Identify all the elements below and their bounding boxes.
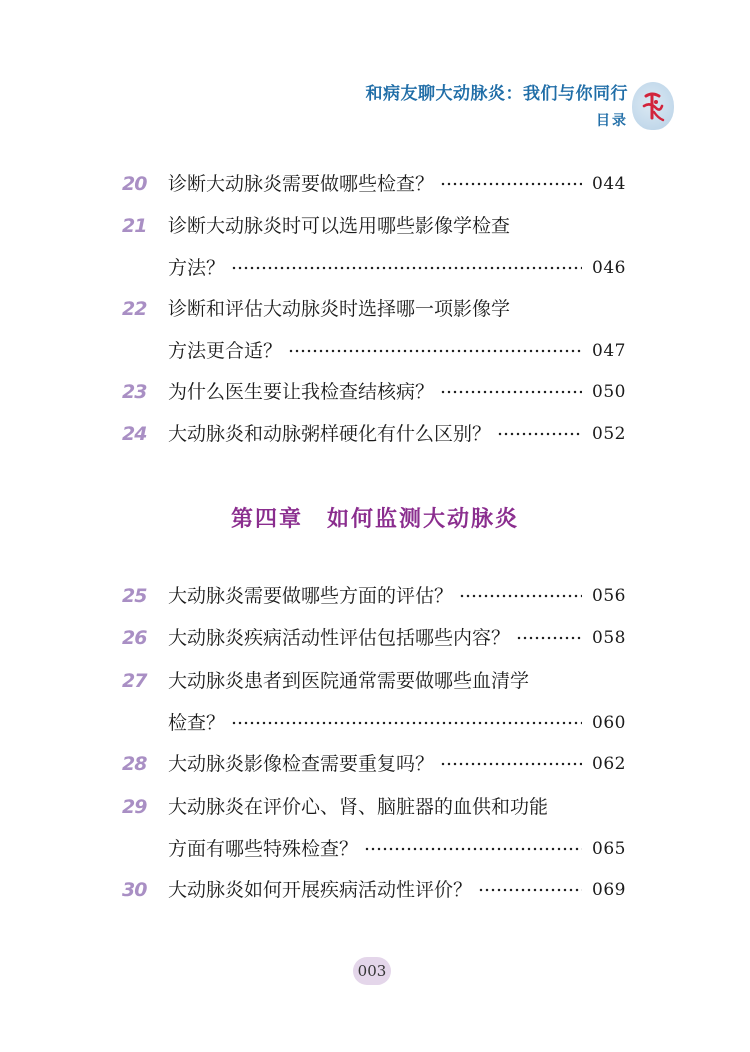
toc-entry-24[interactable] xyxy=(122,416,626,452)
entry-number: 28 xyxy=(122,753,147,775)
entry-number: 20 xyxy=(122,173,147,195)
entry-number: 22 xyxy=(122,298,147,320)
entry-line xyxy=(168,705,626,741)
entry-title: 诊断大动脉炎需要做哪些检查？ xyxy=(168,173,435,195)
toc-entry-21[interactable] xyxy=(122,208,626,244)
entry-title: 大动脉炎影像检查需要重复吗？ xyxy=(168,753,435,775)
entry-page-number: 062 xyxy=(592,754,626,774)
entry-title-continued: 方法更合适？ xyxy=(168,340,283,362)
dot-leader xyxy=(440,746,582,782)
entry-line xyxy=(168,831,626,867)
dot-leader xyxy=(231,250,582,286)
entry-line xyxy=(168,208,626,244)
chapter-heading: 第四章 如何监测大动脉炎 xyxy=(230,506,519,532)
book-title: 和病友聊大动脉炎：我们与你同行 xyxy=(365,84,628,104)
entry-line xyxy=(168,166,626,202)
entry-page-number: 060 xyxy=(592,713,626,733)
entry-line xyxy=(168,789,626,825)
entry-title-continued: 检查？ xyxy=(168,712,226,734)
entry-page-number: 065 xyxy=(592,839,626,859)
entry-number: 26 xyxy=(122,627,147,649)
entry-page-number: 056 xyxy=(592,586,626,606)
toc-entry-23[interactable] xyxy=(122,374,626,410)
entry-number: 29 xyxy=(122,796,147,818)
toc-entry-22-continued[interactable] xyxy=(122,333,626,369)
entry-line xyxy=(168,746,626,782)
dot-leader xyxy=(440,374,582,410)
toc-entry-29-continued[interactable] xyxy=(122,831,626,867)
entry-number: 24 xyxy=(122,423,147,445)
toc-entry-27-continued[interactable] xyxy=(122,705,626,741)
entry-line xyxy=(168,663,626,699)
entry-number: 27 xyxy=(122,670,147,692)
entry-title: 大动脉炎在评价心、肾、脑脏器的血供和功能 xyxy=(168,796,549,818)
entry-title: 大动脉炎疾病活动性评估包括哪些内容？ xyxy=(168,627,511,649)
entry-line xyxy=(168,291,626,327)
toc-entry-25[interactable] xyxy=(122,578,626,614)
toc-entry-28[interactable] xyxy=(122,746,626,782)
entry-line xyxy=(168,872,626,908)
entry-title: 大动脉炎和动脉粥样硬化有什么区别？ xyxy=(168,423,492,445)
entry-number: 21 xyxy=(122,215,147,237)
entry-page-number: 050 xyxy=(592,382,626,402)
dot-leader xyxy=(497,416,582,452)
dot-leader xyxy=(478,872,582,908)
entry-number: 23 xyxy=(122,381,147,403)
entry-line xyxy=(168,333,626,369)
entry-title: 为什么医生要让我检查结核病？ xyxy=(168,381,435,403)
entry-line xyxy=(168,578,626,614)
dot-leader xyxy=(288,333,582,369)
entry-title: 大动脉炎如何开展疾病活动性评价？ xyxy=(168,879,473,901)
toc-entry-22[interactable] xyxy=(122,291,626,327)
entry-page-number: 044 xyxy=(592,174,626,194)
section-label: 目录 xyxy=(596,113,628,129)
entry-line xyxy=(168,416,626,452)
entry-title: 诊断和评估大动脉炎时选择哪一项影像学 xyxy=(168,298,511,320)
entry-page-number: 058 xyxy=(592,628,626,648)
entry-line xyxy=(168,250,626,286)
entry-page-number: 046 xyxy=(592,258,626,278)
toc-entry-27[interactable] xyxy=(122,663,626,699)
dot-leader xyxy=(440,166,582,202)
toc-entry-29[interactable] xyxy=(122,789,626,825)
toc-entry-20[interactable] xyxy=(122,166,626,202)
book-logo-icon xyxy=(632,82,674,130)
logo-emblem-icon xyxy=(632,82,674,130)
toc-entry-30[interactable] xyxy=(122,872,626,908)
entry-title: 大动脉炎需要做哪些方面的评估？ xyxy=(168,585,454,607)
entry-title: 大动脉炎患者到医院通常需要做哪些血清学 xyxy=(168,670,530,692)
toc-entry-21-continued[interactable] xyxy=(122,250,626,286)
dot-leader xyxy=(364,831,582,867)
entry-number: 25 xyxy=(122,585,147,607)
entry-title: 诊断大动脉炎时可以选用哪些影像学检查 xyxy=(168,215,511,237)
entry-page-number: 069 xyxy=(592,880,626,900)
running-header xyxy=(366,82,629,132)
dot-leader xyxy=(459,578,582,614)
entry-page-number: 047 xyxy=(592,341,626,361)
entry-title-continued: 方法？ xyxy=(168,257,226,279)
entry-line xyxy=(168,620,626,656)
entry-number: 30 xyxy=(122,879,147,901)
dot-leader xyxy=(516,620,582,656)
toc-entry-26[interactable] xyxy=(122,620,626,656)
dot-leader xyxy=(231,705,582,741)
entry-title-continued: 方面有哪些特殊检查？ xyxy=(168,838,359,860)
entry-page-number: 052 xyxy=(592,424,626,444)
page-number: 003 xyxy=(353,957,391,985)
entry-line xyxy=(168,374,626,410)
